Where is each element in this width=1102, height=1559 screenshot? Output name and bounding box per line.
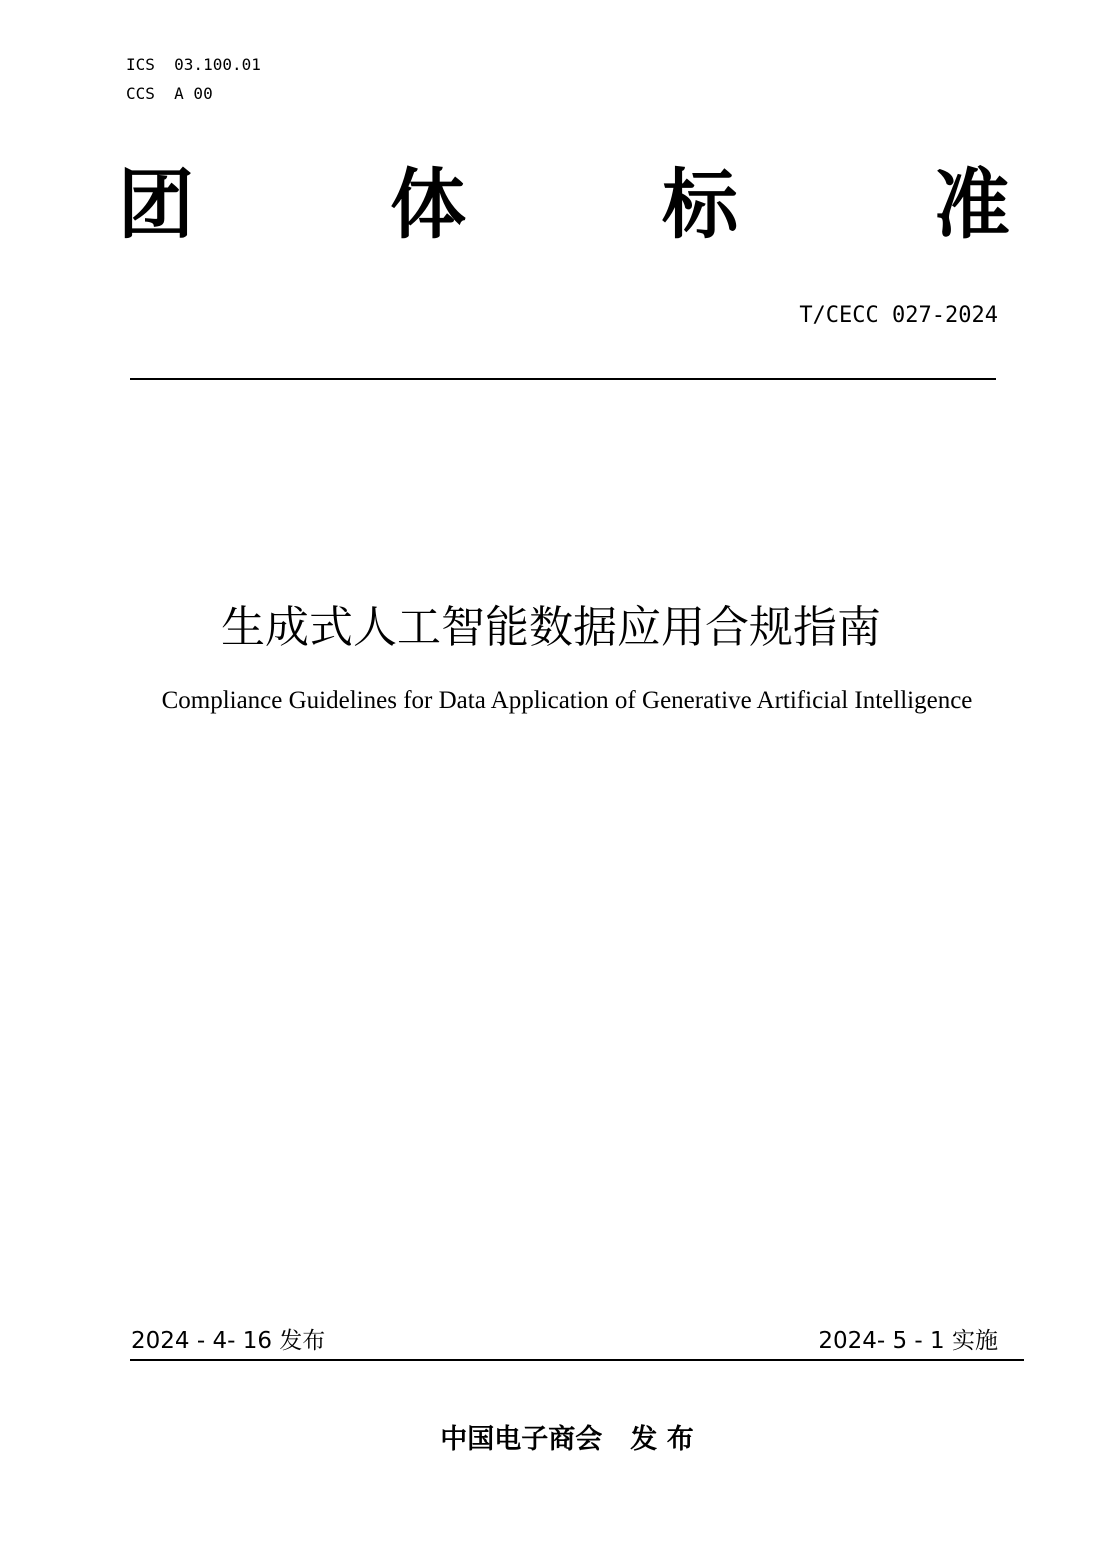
publisher-line (0, 1422, 1102, 1458)
standard-number: T/CECC 027-2024 (799, 303, 998, 328)
heading-char-3: 标 (662, 160, 738, 249)
bottom-divider (130, 1359, 1024, 1361)
publish-action: 发 布 (630, 1424, 694, 1455)
title-chinese: 生成式人工智能数据应用合规指南 (221, 602, 881, 653)
heading-char-1: 团 (118, 160, 194, 249)
document-type-heading (118, 160, 1010, 250)
heading-char-2: 体 (390, 160, 466, 249)
ics-code: ICS 03.100.01 (126, 55, 261, 74)
implement-date: 2024- 5 - 1 实施 (818, 1328, 998, 1354)
top-divider (130, 378, 996, 380)
publish-date: 2024 - 4- 16 发布 (131, 1328, 326, 1354)
publisher-name: 中国电子商会 (440, 1424, 603, 1455)
heading-char-4: 准 (934, 160, 1010, 249)
ccs-code: CCS A 00 (126, 84, 213, 103)
title-english: Compliance Guidelines for Data Application of Generative Artificial Intelligence (161, 687, 973, 714)
